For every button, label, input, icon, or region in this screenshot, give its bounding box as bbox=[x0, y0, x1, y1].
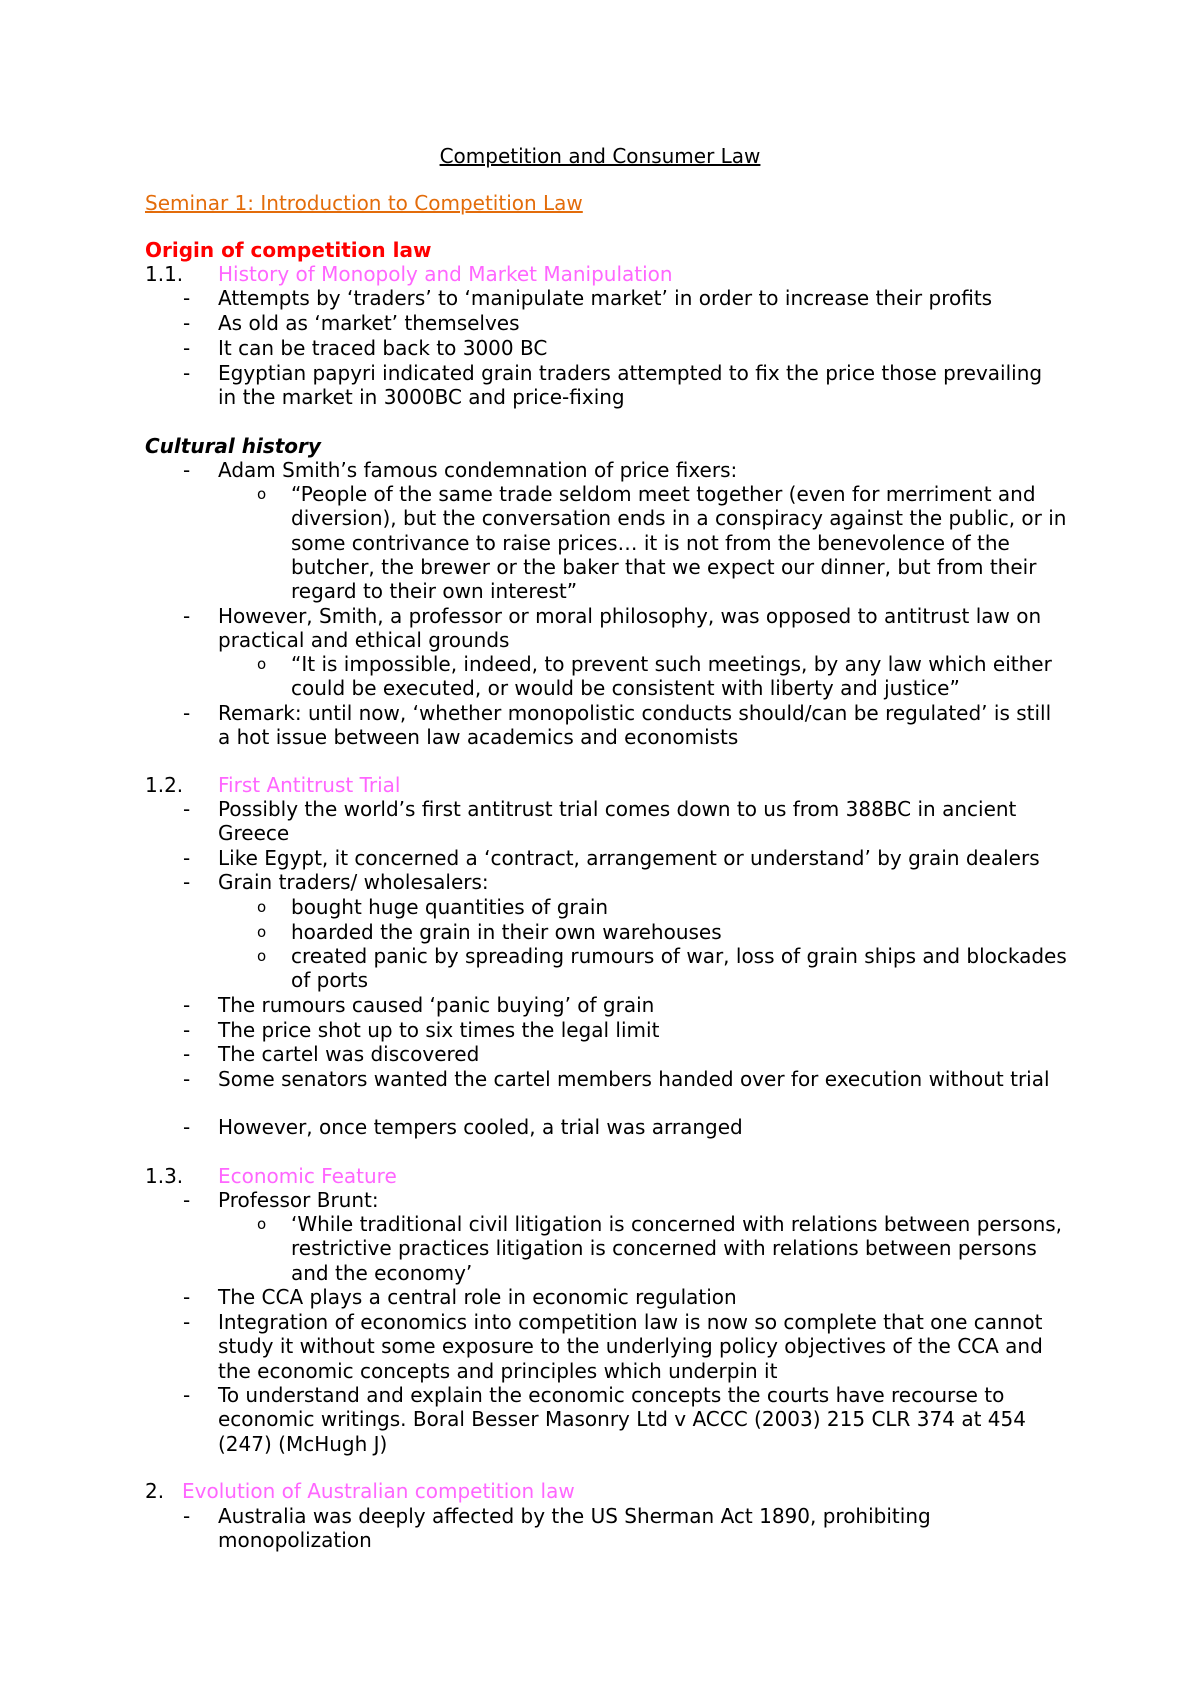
seminar-heading: Seminar 1: Introduction to Competition Law bbox=[145, 191, 583, 215]
section-number: 1.1. bbox=[145, 262, 184, 286]
section-number: 1.3. bbox=[145, 1164, 184, 1188]
list-item: - The price shot up to six times the legal limit bbox=[183, 1018, 660, 1042]
section-title: Economic Feature bbox=[218, 1164, 397, 1188]
list-item: - Grain traders/ wholesalers: bbox=[183, 870, 489, 894]
origin-heading: Origin of competition law bbox=[145, 238, 432, 262]
list-item: - Professor Brunt: bbox=[183, 1188, 379, 1212]
sub-list-item: o created panic by spreading rumours of war, loss of grain ships and blockades of ports bbox=[257, 944, 1067, 993]
list-item: - Remark: until now, ‘whether monopolistic conducts should/can be regulated’ is still a hot issue between law academics and economists bbox=[183, 701, 1052, 750]
list-item: - Some senators wanted the cartel members handed over for execution without trial bbox=[183, 1067, 1050, 1091]
list-item: - However, once tempers cooled, a trial was arranged bbox=[183, 1115, 743, 1139]
list-item: - Egyptian papyri indicated grain traders attempted to fix the price those prevailing in the market in 3000BC and price-fixing bbox=[183, 361, 1043, 410]
section-number: 2. bbox=[145, 1479, 165, 1503]
document-title: Competition and Consumer Law bbox=[439, 144, 761, 168]
list-item: - Like Egypt, it concerned a ‘contract, arrangement or understand’ by grain dealers bbox=[183, 846, 1040, 870]
list-item: - The cartel was discovered bbox=[183, 1042, 480, 1066]
list-item: - It can be traced back to 3000 BC bbox=[183, 336, 548, 360]
section-title: History of Monopoly and Market Manipulation bbox=[218, 262, 673, 286]
list-item: - However, Smith, a professor or moral philosophy, was opposed to antitrust law on practical and ethical grounds bbox=[183, 604, 1042, 653]
list-item: - Australia was deeply affected by the US Sherman Act 1890, prohibiting monopolization bbox=[183, 1504, 931, 1553]
sub-list-item: o bought huge quantities of grain bbox=[257, 895, 609, 919]
sub-list-item: o “People of the same trade seldom meet together (even for merriment and diversion), but the conversation ends in a conspiracy against the public, or in some contrivance to raise prices… it is not from the benevolence of the butcher, the brewer or the baker that we expect our dinner, but from their regard to their own interest” bbox=[257, 482, 1067, 604]
list-item: - Attempts by ‘traders’ to ‘manipulate market’ in order to increase their profits bbox=[183, 286, 993, 310]
section-title: Evolution of Australian competition law bbox=[182, 1479, 575, 1503]
list-item: - The rumours caused ‘panic buying’ of grain bbox=[183, 993, 655, 1017]
sub-list-item: o hoarded the grain in their own warehouses bbox=[257, 920, 722, 944]
section-title: First Antitrust Trial bbox=[218, 773, 401, 797]
list-item: - Possibly the world’s first antitrust trial comes down to us from 388BC in ancient Greece bbox=[183, 797, 1017, 846]
sub-list-item: o ‘While traditional civil litigation is concerned with relations between persons, restrictive practices litigation is concerned with relations between persons and the economy’ bbox=[257, 1212, 1063, 1285]
sub-list-item: o “It is impossible, indeed, to prevent such meetings, by any law which either could be executed, or would be consistent with liberty and justice” bbox=[257, 652, 1052, 701]
list-item: - Adam Smith’s famous condemnation of price fixers: bbox=[183, 458, 738, 482]
cultural-history-heading: Cultural history bbox=[145, 434, 321, 458]
list-item: - As old as ‘market’ themselves bbox=[183, 311, 520, 335]
list-item: - To understand and explain the economic concepts the courts have recourse to economic writings. Boral Besser Masonry Ltd v ACCC (2003) 215 CLR 374 at 454 (247) (McHugh J) bbox=[183, 1383, 1026, 1456]
list-item: - The CCA plays a central role in economic regulation bbox=[183, 1285, 737, 1309]
section-number: 1.2. bbox=[145, 773, 184, 797]
list-item: - Integration of economics into competition law is now so complete that one cannot study it without some exposure to the underlying policy objectives of the CCA and the economic concepts and principles which underpin it bbox=[183, 1310, 1043, 1383]
